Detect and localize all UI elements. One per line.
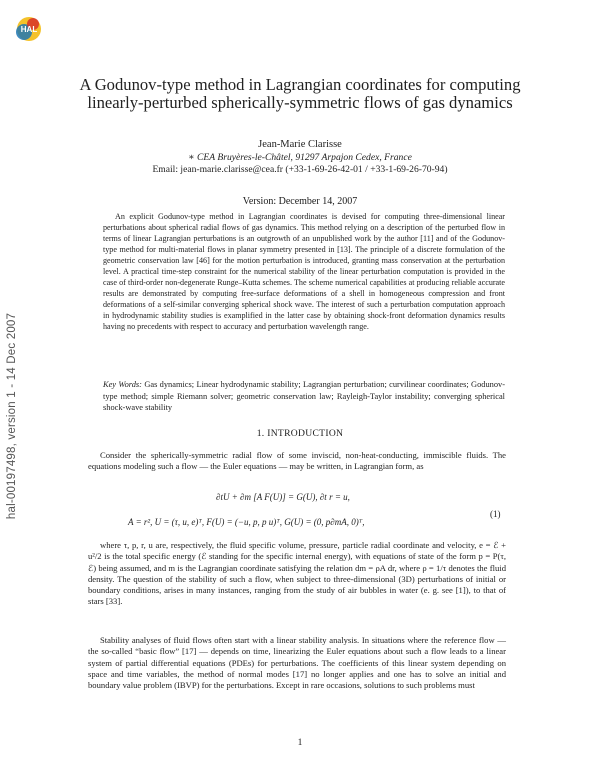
keywords-text: Gas dynamics; Linear hydrodynamic stability; Lagrangian perturbation; curvilinear coordinates; Godunov-type method; simple Riemann solver; geometric conservation law; Rayleigh-Taylor instability; converging spherical shock-wave stability bbox=[103, 380, 505, 412]
intro-paragraph-2: where τ, p, r, u are, respectively, the fluid specific volume, pressure, particle radial coordinate and velocity, e = ℰ + u²/2 is the total specific energy (ℰ standing for the specific internal energy), with equations of state of the form p = P(τ, ℰ) being assumed, and m is the Lagrangian coordinate satisfying the relation dm = ρA dr, where ρ = 1/τ denotes the fluid density. The question of the stability of such a flow, when subject to three-dimensional (3D) perturbations of initial or boundary conditions, arises in many instances, ranging from the study of air bubbles in water (e. g. see [1]), to that of stars [33]. bbox=[88, 540, 506, 607]
equation-line-1: ∂tU + ∂m [A F(U)] = G(U), ∂t r = u, bbox=[216, 492, 350, 502]
hal-identifier: hal-00197498, version 1 - 14 Dec 2007 bbox=[6, 312, 18, 520]
author-affiliation: ∗ CEA Bruyères-le-Châtel, 91297 Arpajon Cedex, France bbox=[188, 152, 412, 163]
version-date: Version: December 14, 2007 bbox=[242, 196, 358, 207]
page-number: 1 bbox=[297, 738, 303, 748]
paper-title: A Godunov-type method in Lagrangian coordinates for computing linearly-perturbed spherically-symmetric flows of gas dynamics bbox=[79, 75, 521, 112]
svg-text:HAL: HAL bbox=[20, 25, 38, 34]
author-contact: Email: jean-marie.clarisse@cea.fr (+33-1-69-26-42-01 / +33-1-69-26-70-94) bbox=[152, 164, 448, 175]
intro-paragraph-3: Stability analyses of fluid flows often start with a linear stability analysis. In situations where the reference flow — the so-called “basic flow” [17] — depends on time, linearizing the Euler equations about such a flow leads to a linear system of partial differential equations (PDEs) for perturbations. The coefficients of this linear system depending on space and time variables, the method of normal modes [17] no longer applies and one has to solve an initial and boundary value problem (IBVP) for the perturbations. Except in rare occasions, solutions to such problems must bbox=[88, 635, 506, 691]
hal-logo bbox=[12, 12, 46, 46]
section-heading: 1. INTRODUCTION bbox=[256, 428, 344, 439]
equation-number: (1) bbox=[490, 509, 501, 519]
intro-paragraph-1: Consider the spherically-symmetric radial flow of some inviscid, non-heat-conducting, immiscible fluids. The equations modeling such a flow — the Euler equations — may be written, in Lagrangian form, as bbox=[88, 450, 506, 472]
keywords bbox=[103, 379, 505, 414]
equation-line-2: A = r², U = (τ, u, e)ᵀ, F(U) = (−u, p, p u)ᵀ, G(U) = (0, p∂mA, 0)ᵀ, bbox=[128, 517, 365, 527]
author-name: Jean-Marie Clarisse bbox=[258, 139, 342, 150]
abstract: An explicit Godunov-type method in Lagrangian coordinates is devised for computing three-dimensional linear perturbations about spherical radial flows of gas dynamics. This method relying on a description of the perturbed flow in terms of linear Lagrangian perturbations is an outgrowth of an unpublished work by the author [11] and of the Godunov-type method for multi-material flows in planar symmetry presented in [13]. The principle of a discrete formulation of the geometric conservation law [46] for the motion perturbation is introduced, granting mass conservation at the perturbation level. A practical time-step constraint for the numerical stability of the linear perturbation computation is provided in the case of third-order non-degenerate Runge–Kutta schemes. The scheme numerical capabilities at producing reliable accurate results are demonstrated by computing free-surface deformations of a shell in homogeneous compression and front deformations of a self-similar converging spherical shock wave. The interest of such a perturbation computation approach in hydrodynamic stability studies is examplified in the latter case by obtaining shock-front deformation dynamics results having no precedents with respect to accuracy and perturbation wavelength range. bbox=[103, 212, 505, 331]
keywords-label: Key Words: bbox=[103, 380, 142, 389]
